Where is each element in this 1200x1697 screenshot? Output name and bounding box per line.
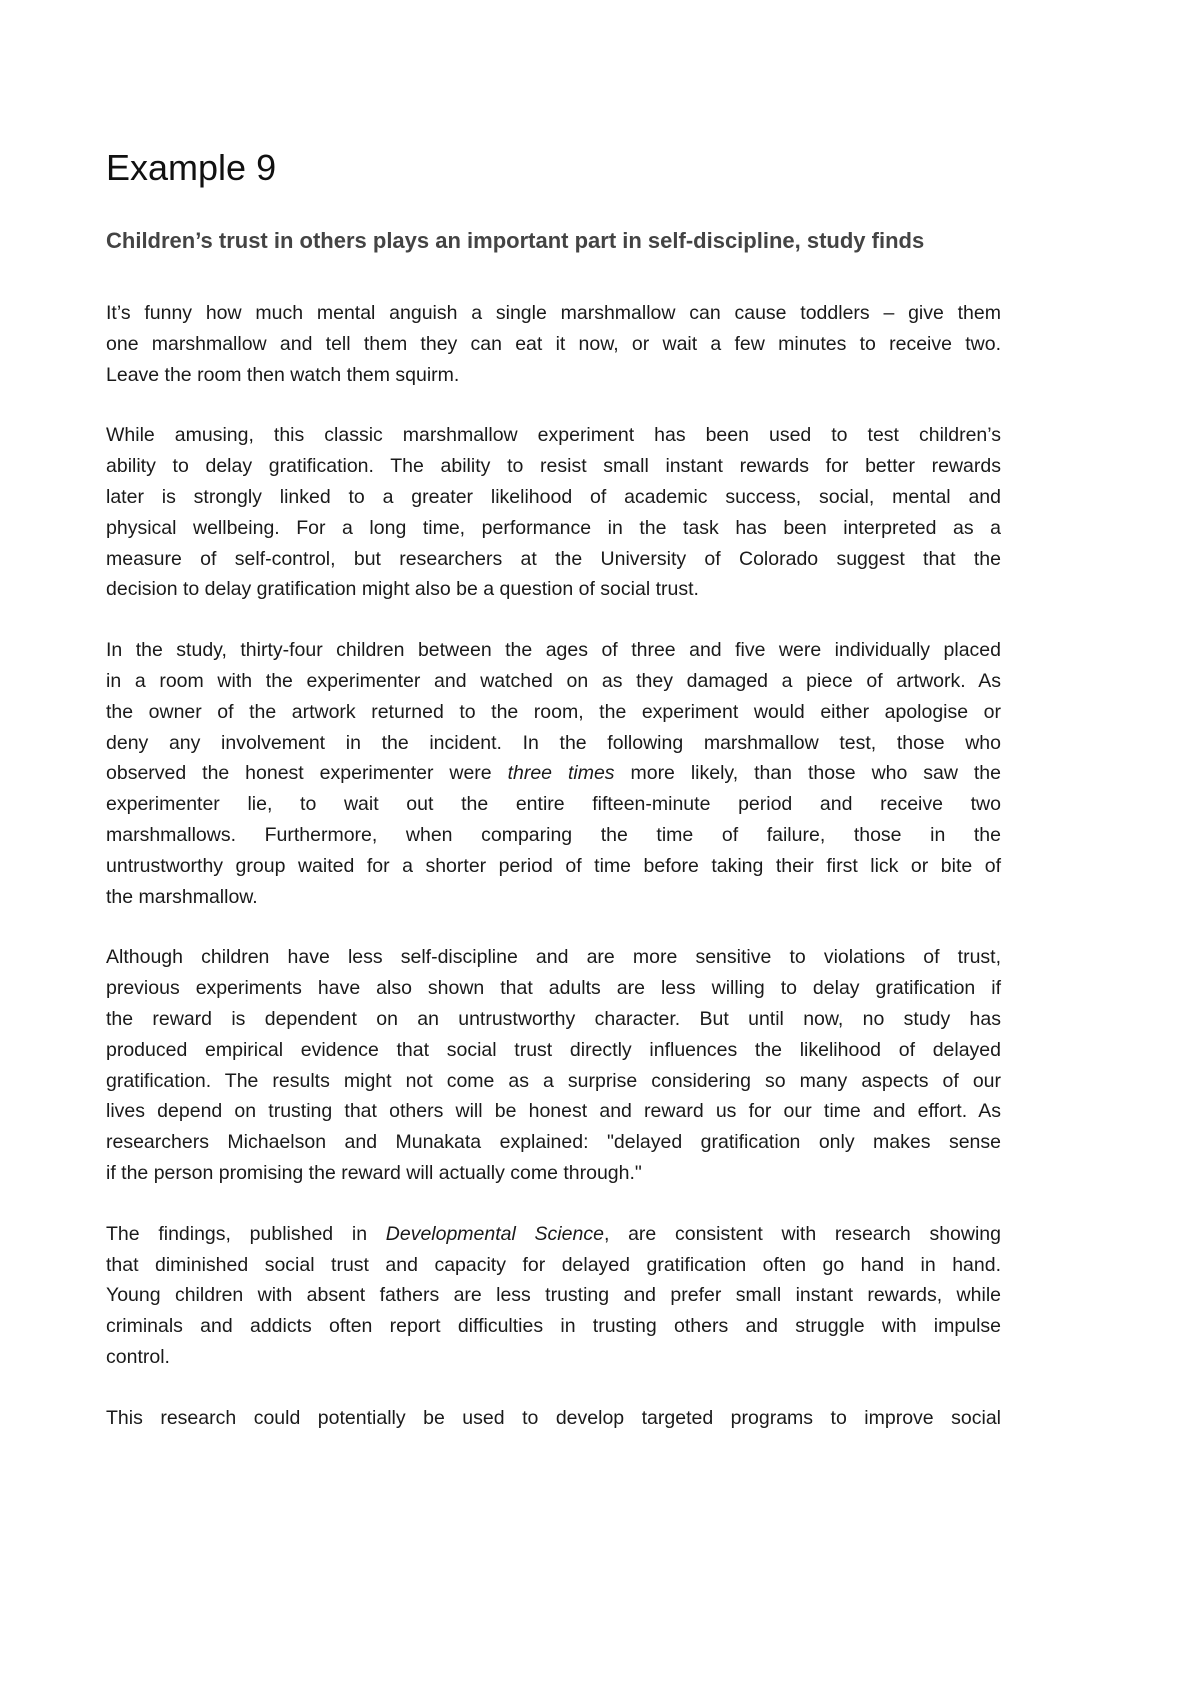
paragraph (106, 1403, 1001, 1434)
text-line: physical wellbeing. For a long time, performance in the task has been interpreted as a (106, 516, 1001, 539)
text-line: Leave the room then watch them squirm. (106, 363, 460, 386)
document-title: Example 9 (106, 147, 277, 188)
text-line: the marshmallow. (106, 885, 258, 908)
text-line: It’s funny how much mental anguish a single marshmallow can cause toddlers – give them (106, 302, 1001, 324)
article-body (106, 298, 1001, 1464)
emphasis-text: three times (507, 762, 615, 785)
text-segment: more likely, than those who saw the (614, 762, 1001, 785)
text-segment: observed the honest experimenter were (106, 762, 508, 785)
paragraph (106, 635, 1001, 912)
text-line (106, 1219, 1001, 1250)
text-line: control. (106, 1345, 170, 1368)
paragraph (106, 942, 1001, 1188)
text-line: the reward is dependent on an untrustworthy character. But until now, no study has (106, 1007, 1001, 1030)
text-line: later is strongly linked to a greater likelihood of academic success, social, mental and (106, 485, 1001, 508)
text-line: one marshmallow and tell them they can eat it now, or wait a few minutes to receive two. (106, 332, 1001, 355)
text-segment: The findings, published in (106, 1222, 386, 1245)
text-line: gratification. The results might not come as a surprise considering so many aspects of our (106, 1069, 1001, 1092)
text-line: Young children with absent fathers are less trusting and prefer small instant rewards, while (106, 1284, 1001, 1307)
text-line: decision to delay gratification might also be a question of social trust. (106, 578, 699, 601)
text-line: previous experiments have also shown that adults are less willing to delay gratification if (106, 977, 1001, 1000)
text-line (106, 758, 1001, 789)
text-segment: , are consistent with research showing (603, 1222, 1001, 1245)
article-headline: Children’s trust in others plays an important part in self-discipline, study finds (106, 228, 925, 253)
text-line: Although children have less self-discipline and are more sensitive to violations of trust, (106, 946, 1001, 969)
text-line: experimenter lie, to wait out the entire fifteen-minute period and receive two (106, 793, 1001, 816)
text-line: While amusing, this classic marshmallow experiment has been used to test children’s (106, 424, 1001, 447)
paragraph (106, 298, 1001, 390)
paragraph (106, 420, 1001, 605)
emphasis-text: Developmental Science (385, 1222, 604, 1245)
text-line: ability to delay gratification. The ability to resist small instant rewards for better rewards (106, 455, 1001, 478)
text-line: if the person promising the reward will actually come through." (106, 1161, 642, 1184)
text-line: deny any involvement in the incident. In the following marshmallow test, those who (106, 731, 1001, 754)
text-line: untrustworthy group waited for a shorter period of time before taking their first lick or bite of (106, 854, 1001, 877)
text-line: This research could potentially be used to develop targeted programs to improve social (106, 1406, 1001, 1429)
text-line: In the study, thirty-four children between the ages of three and five were individually placed (106, 639, 1001, 662)
text-line: measure of self-control, but researchers at the University of Colorado suggest that the (106, 547, 1001, 570)
text-line: marshmallows. Furthermore, when comparing the time of failure, those in the (106, 823, 1001, 846)
text-line: the owner of the artwork returned to the room, the experiment would either apologise or (106, 700, 1001, 723)
text-line: produced empirical evidence that social trust directly influences the likelihood of delayed (106, 1038, 1001, 1061)
text-line: that diminished social trust and capacity for delayed gratification often go hand in hand. (106, 1253, 1001, 1276)
paragraph (106, 1219, 1001, 1373)
text-line: in a room with the experimenter and watched on as they damaged a piece of artwork. As (106, 669, 1001, 692)
text-line: criminals and addicts often report difficulties in trusting others and struggle with impulse (106, 1315, 1001, 1338)
text-line: lives depend on trusting that others will be honest and reward us for our time and effort. As (106, 1100, 1001, 1123)
text-line: researchers Michaelson and Munakata explained: "delayed gratification only makes sense (106, 1131, 1001, 1154)
